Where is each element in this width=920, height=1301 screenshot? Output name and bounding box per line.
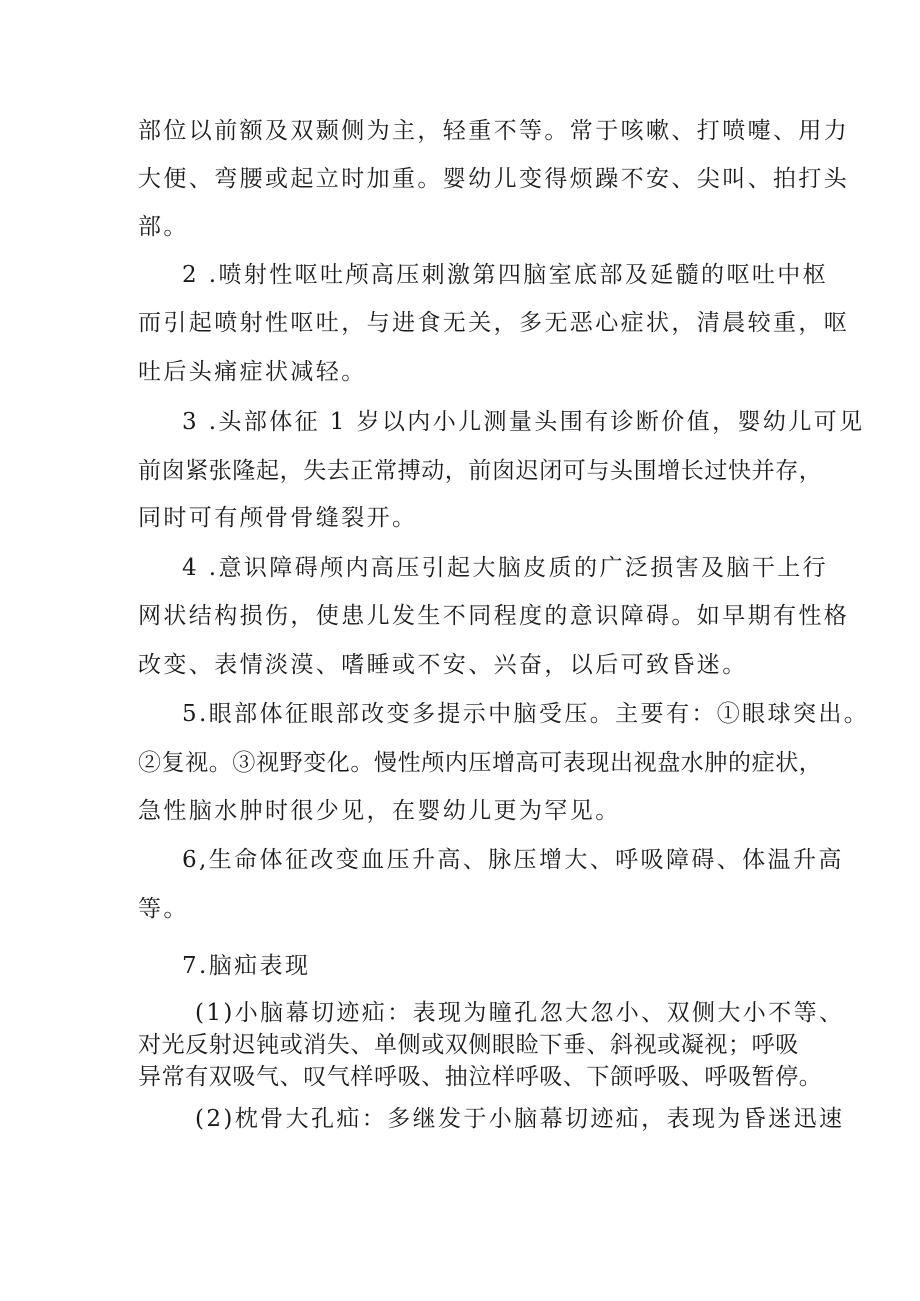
text-line: 2 .喷射性呕吐颅高压刺激第四脑室底部及延髓的呕吐中枢 (182, 262, 829, 288)
text-line: 7.脑疝表现 (182, 953, 311, 979)
text-line: (1)小脑幕切迹疝：表现为瞳孔忽大忽小、双侧大小不等、 (195, 1000, 845, 1026)
text-line: 部。 (138, 214, 189, 240)
text-line: ②复视。③视野变化。慢性颅内压增高可表现出视盘水肿的症状， (138, 750, 823, 776)
text-line: 网状结构损伤，使患儿发生不同程度的意识障碍。如早期有性格 (138, 603, 850, 629)
text-line: 改变、表情淡漠、嗜睡或不安、兴奋，以后可致昏迷。 (138, 652, 748, 678)
text-line: 6,生命体征改变血压升高、脉压增大、呼吸障碍、体温升高 (182, 847, 844, 873)
text-line: 对光反射迟钝或消失、单侧或双侧眼睑下垂、斜视或凝视；呼吸 (138, 1032, 799, 1058)
text-line: 急性脑水肿时很少见，在婴幼儿更为罕见。 (138, 798, 621, 824)
text-line: 前囱紧张隆起，失去正常搏动，前囱迟闭可与头围增长过快并存， (138, 458, 823, 484)
text-line: 4 .意识障碍颅内高压引起大脑皮质的广泛损害及脑干上行 (182, 555, 829, 581)
text-line: 部位以前额及双颞侧为主，轻重不等。常于咳嗽、打喷嚏、用力 (138, 118, 850, 144)
text-line: 大便、弯腰或起立时加重。婴幼儿变得烦躁不安、尖叫、拍打头 (138, 166, 850, 192)
text-line: 异常有双吸气、叹气样呼吸、抽泣样呼吸、下颌呼吸、呼吸暂停。 (138, 1064, 823, 1090)
text-line: 而引起喷射性呕吐，与进食无关，多无恶心症状，清晨较重，呕 (138, 310, 850, 336)
text-line: 等。 (138, 896, 189, 922)
text-line: 吐后头痛症状减轻。 (138, 359, 367, 385)
text-line: (2)枕骨大孔疝：多继发于小脑幕切迹疝，表现为昏迷迅速 (195, 1106, 845, 1132)
text-line: 5.眼部体征眼部改变多提示中脑受压。主要有：①眼球突出。 (182, 701, 870, 727)
text-line: 3 .头部体征 1 岁以内小儿测量头围有诊断价值，婴幼儿可见 (182, 409, 865, 435)
text-line: 同时可有颅骨骨缝裂开。 (138, 505, 418, 531)
